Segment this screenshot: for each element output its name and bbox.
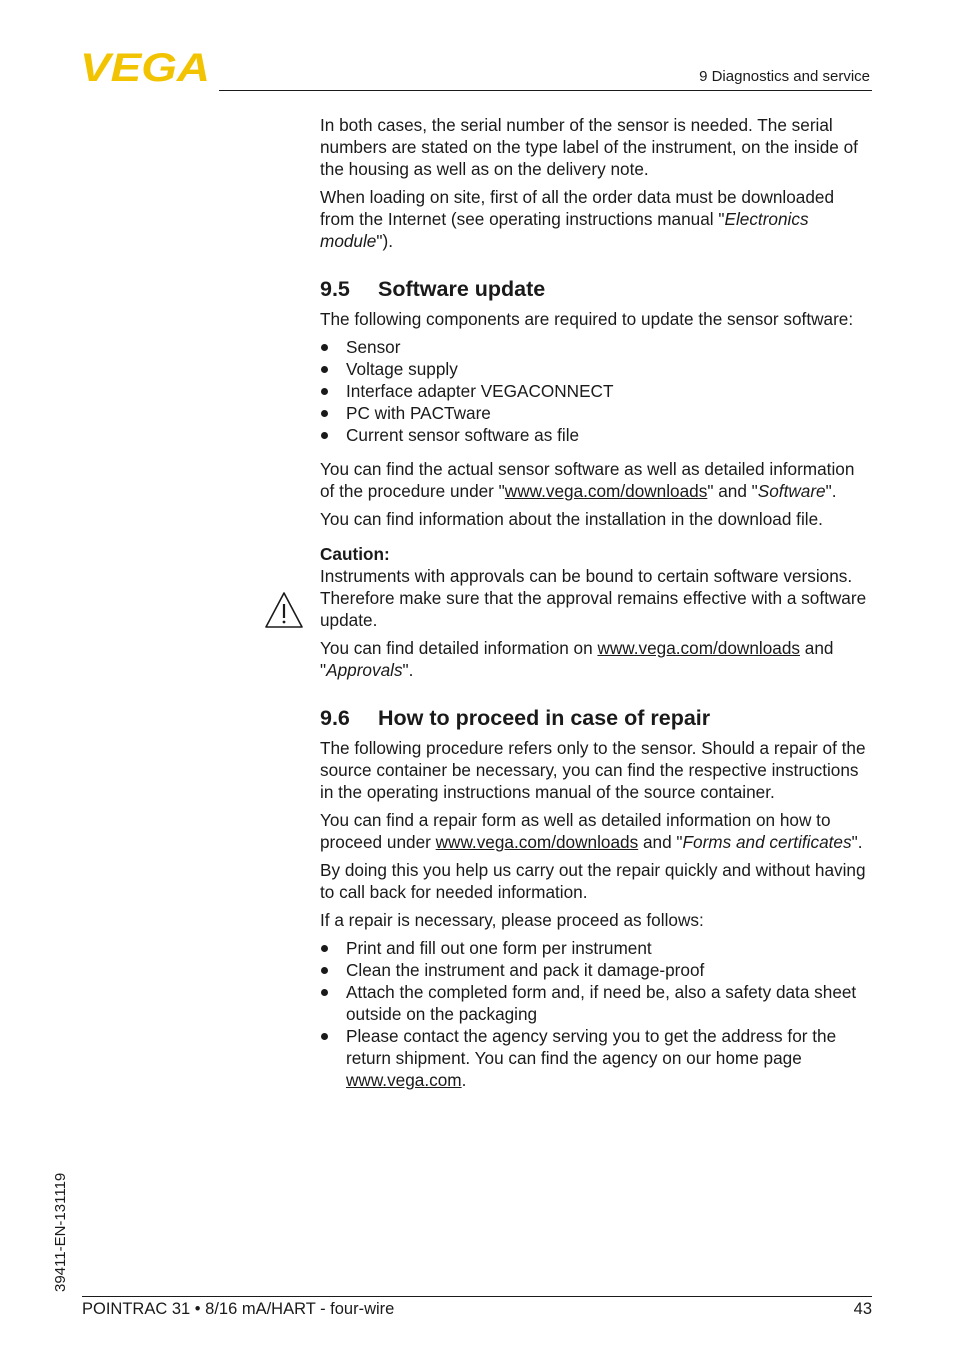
section-heading-9-5: 9.5 Software update [320, 277, 546, 301]
repair-steps-intro: If a repair is necessary, please proceed as follows: [320, 910, 704, 930]
downloads-link[interactable]: www.vega.com/downloads [435, 832, 639, 852]
software-update-intro: The following components are required to update the sensor software: [320, 309, 854, 329]
list-item: Voltage supply [320, 358, 872, 380]
list-item: Attach the completed form and, if need be, also a safety data sheet outside on the packaging [320, 981, 872, 1025]
list-item: Current sensor software as file [320, 424, 872, 446]
software-location-paragraph: You can find the actual sensor software as well as detailed information of the procedure under "www.vega.com/downloads" and "Software". [320, 459, 855, 501]
repair-form-paragraph: You can find a repair form as well as detailed information on how to proceed under www.vega.com/downloads and "Forms and certificates". [320, 810, 863, 852]
intro-paragraph-1: In both cases, the serial number of the sensor is needed. The serial numbers are stated on the type label of the instrument, on the inside of the housing as well as on the delivery note. [320, 115, 858, 179]
installation-info-paragraph: You can find information about the installation in the download file. [320, 509, 823, 529]
caution-title: Caution: [320, 544, 390, 564]
footer-product: POINTRAC 31 • 8/16 mA/HART - four-wire [82, 1300, 395, 1318]
list-item: Print and fill out one form per instrument [320, 937, 872, 959]
approvals-paragraph: You can find detailed information on www.vega.com/downloads and "Approvals". [320, 638, 834, 680]
repair-benefit-paragraph: By doing this you help us carry out the repair quickly and without having to call back for needed information. [320, 860, 866, 902]
intro-paragraph-2: When loading on site, first of all the order data must be downloaded from the Internet (see operating instructions manual "Electronics module"). [320, 187, 835, 251]
document-code: 39411-EN-131119 [52, 1172, 69, 1292]
vega-home-link[interactable]: www.vega.com [346, 1070, 462, 1090]
repair-intro-paragraph: The following procedure refers only to the sensor. Should a repair of the source container be necessary, you can find the respective instructions in the operating instructions manual of the source container. [320, 738, 866, 802]
warning-triangle-icon [264, 590, 304, 630]
repair-steps-list [320, 937, 872, 1091]
caution-block [320, 543, 872, 681]
page-content [320, 114, 872, 1103]
list-item: Sensor [320, 336, 872, 358]
logo-text: VEGA [80, 50, 210, 84]
page-number: 43 [853, 1300, 872, 1318]
list-item: Interface adapter VEGACONNECT [320, 380, 872, 402]
chapter-title: 9 Diagnostics and service [699, 68, 870, 85]
caution-text: Instruments with approvals can be bound to certain software versions. Therefore make sure that the approval remains effective with a software update. [320, 566, 867, 630]
section-heading-9-6: 9.6 How to proceed in case of repair [320, 706, 711, 730]
list-item: PC with PACTware [320, 402, 872, 424]
vega-logo [80, 50, 212, 84]
software-components-list [320, 336, 872, 446]
downloads-link[interactable]: www.vega.com/downloads [597, 638, 800, 658]
list-item: Clean the instrument and pack it damage-proof [320, 959, 872, 981]
downloads-link[interactable]: www.vega.com/downloads [504, 481, 708, 501]
list-item: Please contact the agency serving you to get the address for the return shipment. You can find the agency on our home page www.vega.com. [320, 1025, 872, 1091]
footer-divider [82, 1296, 872, 1297]
header-divider [219, 90, 872, 91]
